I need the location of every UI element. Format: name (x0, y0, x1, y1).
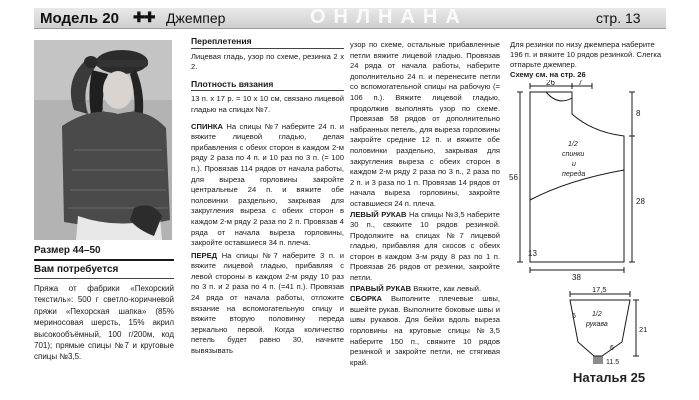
model-photo (34, 40, 172, 240)
divider (34, 278, 174, 279)
piece-label-c: и (572, 161, 576, 168)
assembly-section (350, 294, 500, 368)
model-name: Джемпер (166, 10, 226, 26)
page-number: стр. 13 (596, 10, 641, 26)
dim-top-a: 26 (546, 80, 555, 87)
density-text: 13 п. х 17 р. = 10 х 10 см, связано лицевой гладью на спицах №7. (191, 94, 344, 114)
density-heading: Плотность вязания (191, 78, 274, 89)
materials-text: Пряжа от фабрики «Пехорский текстиль»: 500 г светло-коричневой пряжи «Пехорская шапка» (85% мериносовая шерсть, 15% акрил высокообъёмный, 100 г/200м, код 701); прямые спицы №7 и круговые спицы №3,5. (34, 284, 174, 362)
dim-bottom-b: 38 (572, 273, 581, 282)
front-section (191, 251, 344, 357)
left-sleeve-text: На спицы №3,5 наберите 30 п., свяжите 10 рядов резинкой. Продолжите на спицах №7 лицевой гладью, прибавляя для скосов с обеих сторон в каждом 3-м ряду 8 раз по 1 п. Провязав 26 рядов от резинки, закройте петли. (350, 209, 500, 283)
weaves-text: Лицевая гладь, узор по схеме, резинка 2 х 2. (191, 51, 344, 72)
divider (34, 259, 174, 261)
sleeve-outline (570, 300, 630, 356)
neckline-curve (546, 92, 572, 101)
front-continued-text: узор по схеме, остальные прибавленные петли вяжите лицевой гладью. Провязав 24 ряда от начала работы, наберите дополнительно 24 п. и перенесите петли со вспомогательной спицы на рабочую (= 106 п.). Вяжите лицевой гладью, продолжив выполнять узор по схеме. Провязав 58 рядов от дополнительно набранных петель, для выреза горловины закройте средние 12 п. и вяжите обе половинки раздельно, закрывая для закругления выреза с обеих сторон в каждом 2-м ряду 2 раза по 3 п., 2 раза по 2 п. и 3 раза по 1 п. Провязав 14 рядов от начала выреза горловины, закройте оставшиеся 24 п. плеча. (350, 40, 500, 208)
model-title: Модель 20 (40, 10, 119, 27)
dim-bottom-a: 13 (528, 249, 537, 258)
sleeve-dim-cuff: 6 (610, 345, 614, 352)
column-2 (191, 36, 344, 357)
left-sleeve-heading: ЛЕВЫЙ РУКАВ (350, 209, 407, 219)
assembly-text: Выполните плечевые швы, вшейте рукав. Выполните боковые швы и швы рукавов. Для бейки вдоль выреза горловины на круговые спицы №3,5 наберите 150 п., свяжите 10 рядов резинкой и закройте петли, не стягивая край. (350, 294, 500, 367)
piece-label-a: 1/2 (568, 141, 578, 148)
right-sleeve-heading: ПРАВЫЙ РУКАВ (350, 283, 412, 293)
scheme-reference: Схему см. на стр. 26 (510, 70, 586, 79)
sleeve-dim-a: 5 (572, 313, 576, 320)
right-sleeve-text: Вяжите, как левый. (413, 283, 482, 293)
pattern-diagram (506, 80, 666, 364)
front-text: На спицы №7 наберите 3 п. и вяжите лицевой гладью, прибавляя с левой стороны в каждом 2-м ряду 10 раз по 3 п. и 2 раза по 4 п. (=41 п.). Провязав 24 ряда от начала работы, отложите вязание на вспомогательную спицу и вяжите вторую половинку переда зеркально первой. Когда количество петель будет равно 30, начните вывязывать (191, 250, 344, 356)
column-3 (350, 40, 500, 368)
piece-label-d: переда (562, 171, 586, 178)
column-4 (510, 40, 668, 80)
divider (191, 48, 344, 49)
divider (191, 90, 344, 91)
difficulty-crosses: ✚✚ (133, 9, 155, 25)
dim-left: 56 (509, 173, 518, 182)
back-text: На спицы №7 наберите 24 п. и вяжите лицевой гладью, делая прибавления с обеих сторон в каждом 2-м ряду 2 раза по 4 п. и 10 раз по 3 п. (= 100 п.). Провязав 114 рядов от начала работы, для выреза горловины закройте центральные 24 п. и вяжите обе половинки раздельно, закрывая для закругления выреза с обеих сторон в каждом 2-м ряду 2 раза по 2 п. Провязав 4 ряда от начала выреза горловины, закройте оставшиеся 34 п. плеча. (191, 121, 344, 248)
left-sleeve-section (350, 210, 500, 284)
piece-label-b: спинки (562, 151, 585, 158)
weaves-heading: Переплетения (191, 36, 252, 46)
dim-right-a: 8 (636, 109, 641, 118)
right-sleeve-section (350, 284, 500, 295)
magazine-brand: Наталья 25 (573, 370, 646, 385)
assembly-heading: СБОРКА (350, 294, 383, 304)
sleeve-label-b: рукава (586, 321, 608, 328)
dim-right-b: 28 (636, 197, 645, 206)
back-section (191, 122, 344, 249)
size-label: Размер 44–50 (34, 245, 101, 256)
ribbing-text: Для резинки по низу джемпера наберите 196 п. и вяжите 10 рядов резинкой. Слегка отпарьте джемпер. (510, 40, 662, 69)
front-heading: ПЕРЕД (191, 250, 218, 260)
sleeve-dim-top: 17,5 (592, 285, 607, 294)
dim-top-b: 7 (578, 80, 583, 87)
watermark: ОНЛНАНА (310, 6, 468, 28)
materials-heading: Вам потребуется (34, 264, 119, 275)
sleeve-label-a: 1/2 (592, 311, 602, 318)
sleeve-dim-right: 21 (639, 325, 648, 334)
sleeve-dim-bottom: 11,5 (606, 359, 620, 364)
back-heading: СПИНКА (191, 121, 224, 131)
